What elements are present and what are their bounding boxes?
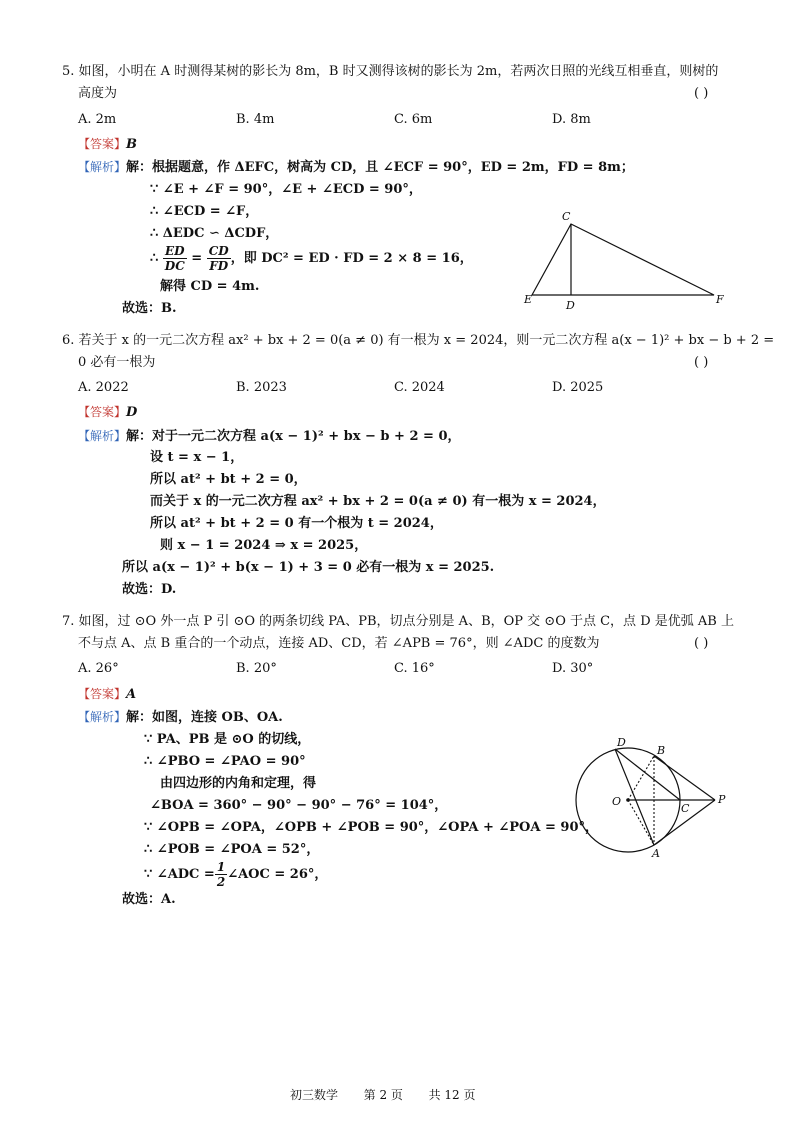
q7-step-8: ∵ ∠ADC = $\frac{1}{2}$ ∠AOC = 26°， [144,860,328,889]
q7-step-2: ∵ PA、PB 是 ⊙O 的切线， [144,732,311,747]
label-b: B [657,744,666,757]
page-footer [290,1086,476,1103]
q6-answer-paren: ( ) [694,355,709,370]
label-p: P [718,793,726,806]
label-d: D [566,299,575,312]
q6-option-d: D. 2025 [552,380,604,395]
q5-step-7: 故选：B. [122,301,177,316]
q7-stem-line1: 7. 如图，过 ⊙O 外一点 P 引 ⊙O 的两条切线 PA、PB，切点分别是 A、B，OP 交 ⊙O 于点 C，点 D 是优弧 AB 上 [62,614,734,629]
q5-step-5: ∴ $\frac{ED}{DC}$ = $\frac{CD}{FD}$ ，即 DC² = ED · FD = 2 × 8 = 16， [150,244,473,273]
q5-step-4: ∴ ΔEDC ∽ ΔCDF， [150,226,279,241]
q5-stem-line1: 5. 如图，小明在 A 时测得某树的影长为 8m，B 时又测得该树的影长为 2m，若两次日照的光线互相垂直，则树的 [62,64,719,79]
q6-step-6: 则 x − 1 = 2024 ⇒ x = 2025， [160,538,368,553]
q6-step-4: 而关于 x 的一元二次方程 ax² + bx + 2 = 0(a ≠ 0) 有一根为 x = 2024， [150,494,606,509]
q7-step-3: ∴ ∠PBO = ∠PAO = 90° [144,754,306,769]
q6-step-7: 所以 a(x − 1)² + b(x − 1) + 3 = 0 必有一根为 x = 2025. [122,560,495,575]
q5-option-c: C. 6m [394,112,433,127]
q5-option-b: B. 4m [236,112,275,127]
center-point [626,798,630,802]
q7-step-4: 由四边形的内角和定理，得 [160,776,317,791]
q5-step-6: 解得 CD = 4m. [160,279,260,294]
label-d: D [617,736,626,749]
q6-stem-line1: 6. 若关于 x 的一元二次方程 ax² + bx + 2 = 0(a ≠ 0) 有一根为 x = 2024，则一元二次方程 a(x − 1)² + bx − b + 2 = [62,333,775,348]
analysis-tag: 【解析】 [78,429,127,443]
label-e: E [524,293,533,306]
q7-option-b: B. 20° [236,661,277,676]
q6-step-5: 所以 at² + bt + 2 = 0 有一个根为 t = 2024， [150,516,443,531]
q7-option-a: A. 26° [78,661,119,676]
analysis-tag: 【解析】 [78,160,127,174]
label-c: C [562,210,571,223]
q5-option-d: D. 8m [552,112,591,127]
q5-answer-paren: ( ) [694,86,709,101]
segment-oa [628,800,654,845]
q7-step-5: ∠BOA = 360° − 90° − 90° − 76° = 104°， [150,798,448,813]
label-f: F [716,293,724,306]
q6-step-1: 解：对于一元二次方程 a(x − 1)² + bx − b + 2 = 0， [126,429,461,444]
q7-step-9: 故选：A. [122,892,176,907]
q6-step-8: 故选：D. [122,582,177,597]
q6-answer: D [126,405,138,420]
q7-step-6: ∵ ∠OPB = ∠OPA，∠OPB + ∠POB = 90°，∠OPA + ∠POA = 90°， [144,820,598,835]
q5-option-a: A. 2m [78,112,117,127]
analysis-tag: 【解析】 [78,710,127,724]
q5-step-2: ∵ ∠E + ∠F = 90°，∠E + ∠ECD = 90°， [150,182,422,197]
label-c: C [681,802,690,815]
q5-answer: B [126,137,138,152]
footer-subject: 初三数学 [290,1088,339,1102]
footer-page-number: 第 2 页 [363,1088,403,1102]
q5-stem-line2: 高度为 [78,86,118,101]
q7-option-d: D. 30° [552,661,594,676]
q6-option-c: C. 2024 [394,380,445,395]
label-a: A [652,847,660,860]
q7-stem-line2: 不与点 A、点 B 重合的一个动点，连接 AD、CD，若 ∠APB = 76°，则 ∠ADC 的度数为 [78,636,600,651]
tangent-pb [654,756,715,800]
fraction-ed-dc: $\frac{ED}{DC}$ [164,244,185,273]
q6-step-3: 所以 at² + bt + 2 = 0， [150,472,307,487]
q7-answer-paren: ( ) [694,636,709,651]
q5-step-3: ∴ ∠ECD = ∠F， [150,204,259,219]
q7-answer: A [126,687,137,702]
q7-option-c: C. 16° [394,661,435,676]
answer-tag: 【答案】 [78,137,127,151]
q7-step-1: 解：如图，连接 OB、OA. [126,710,283,725]
q5-step-1: 解：根据题意，作 ΔEFC，树高为 CD，且 ∠ECF = 90°，ED = 2m，FD = 8m； [126,160,634,175]
q6-option-a: A. 2022 [78,380,129,395]
q6-step-2: 设 t = x − 1， [150,450,244,465]
q6-option-b: B. 2023 [236,380,287,395]
label-o: O [612,795,622,808]
fraction-cd-fd: $\frac{CD}{FD}$ [208,244,229,273]
answer-tag: 【答案】 [78,687,127,701]
footer-total-pages: 共 12 页 [428,1088,476,1102]
fraction-one-half: $\frac{1}{2}$ [216,860,226,889]
q6-stem-line2: 0 必有一根为 [78,355,156,370]
q7-step-7: ∴ ∠POB = ∠POA = 52°， [144,842,320,857]
answer-tag: 【答案】 [78,405,127,419]
